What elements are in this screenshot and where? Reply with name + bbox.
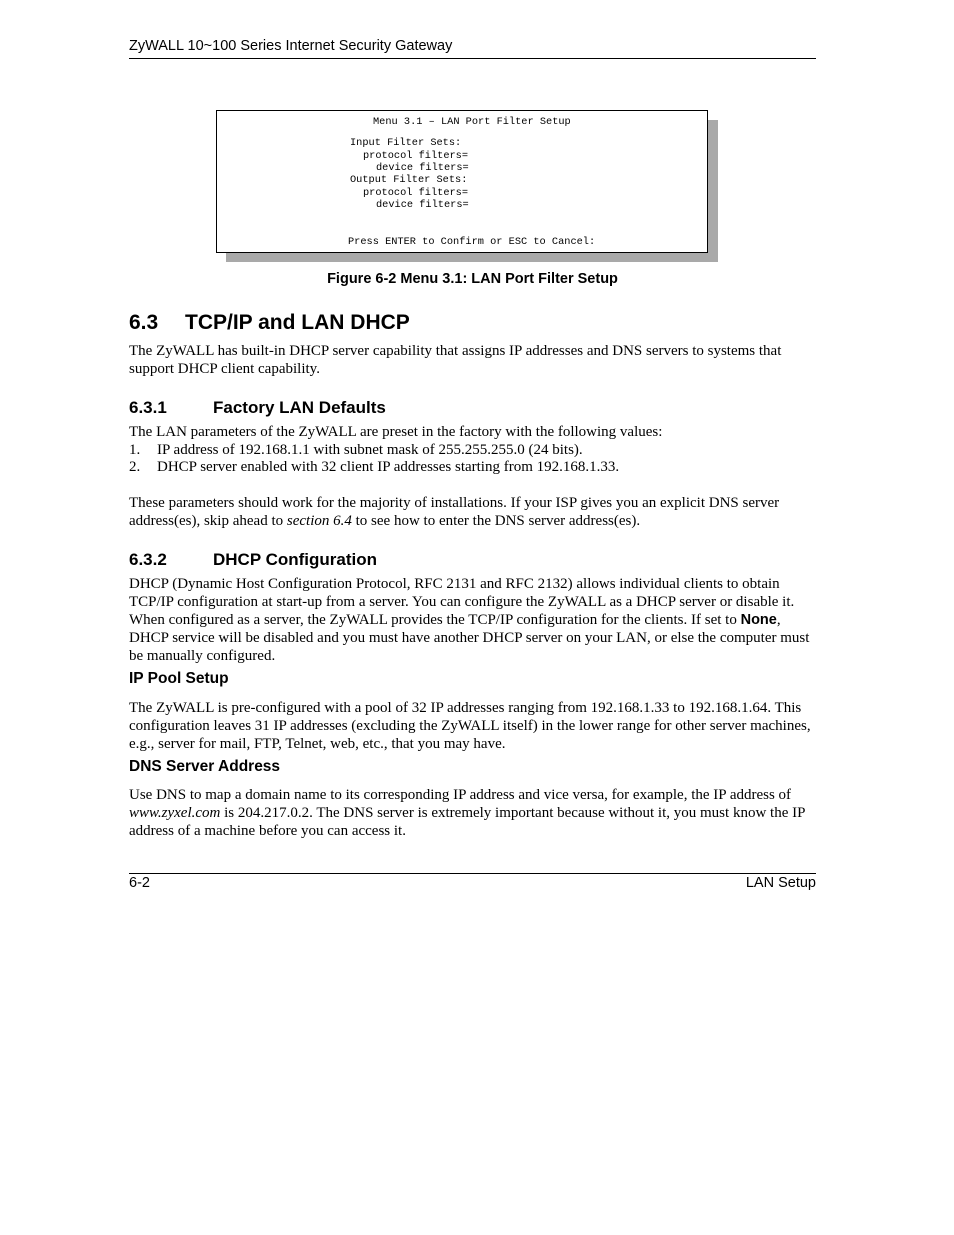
factory-intro: The LAN parameters of the ZyWALL are preset in the factory with the following values: xyxy=(129,424,663,440)
list-number: 2. xyxy=(129,459,141,475)
page-number: 6-2 xyxy=(129,875,150,891)
footer-rule xyxy=(129,873,816,874)
note-text: to see how to enter the DNS server address(es). xyxy=(351,513,641,529)
dhcp-text: DHCP (Dynamic Host Configuration Protocol, RFC 2131 and RFC 2132) allows individual clients to obtain TCP/IP configuration at start-up from a server. You can configure the ZyWALL as a DHCP server or disable it. When configured as a server, the ZyWALL provides the TCP/IP configuration for the clients. If set to xyxy=(129,576,795,628)
screen-output-device: device filters= xyxy=(376,199,469,211)
dns-paragraph xyxy=(129,786,819,840)
subsection-heading-dhcp xyxy=(129,550,377,570)
header-rule xyxy=(129,58,816,59)
dhcp-text: , DHCP service will be disabled and you must have another DHCP server on your LAN, or else the computer must be manually configured. xyxy=(129,612,810,664)
section-reference: section 6.4 xyxy=(286,513,352,529)
chapter-name: LAN Setup xyxy=(745,875,816,891)
terminal-screen xyxy=(216,110,708,253)
subsection-number: 6.3.1 xyxy=(129,398,167,417)
subsection-title: Factory LAN Defaults xyxy=(213,398,386,417)
list-text: DHCP server enabled with 32 client IP addresses starting from 192.168.1.33. xyxy=(157,459,620,475)
ip-pool-paragraph: The ZyWALL is pre-configured with a pool of 32 IP addresses ranging from 192.168.1.33 to 192.168.1.64. This configuration leaves 31 IP addresses (excluding the ZyWALL itself) in the lower range for other server machines, e.g., server for mail, FTP, Telnet, web, etc., that you may have. xyxy=(129,700,811,752)
dhcp-paragraph xyxy=(129,575,819,665)
list-item xyxy=(129,458,819,476)
subsection-heading-factory xyxy=(129,398,386,418)
dns-text: Use DNS to map a domain name to its corresponding IP address and vice versa, for example, the IP address of xyxy=(129,787,792,803)
running-header: ZyWALL 10~100 Series Internet Security Gateway xyxy=(129,38,453,54)
list-text: IP address of 192.168.1.1 with subnet mask of 255.255.255.0 (24 bits). xyxy=(157,442,583,458)
zyxel-url: www.zyxel.com xyxy=(129,805,221,821)
screen-title: Menu 3.1 – LAN Port Filter Setup xyxy=(373,116,571,128)
note-text: These parameters should work for the majority of installations. If your ISP gives you an explicit DNS server address(es), skip ahead to xyxy=(129,495,780,529)
none-keyword: None xyxy=(740,612,777,628)
section-number: 6.3 xyxy=(129,311,159,334)
screen-output-label: Output Filter Sets: xyxy=(350,174,468,186)
screen-input-device: device filters= xyxy=(376,162,469,174)
subsection-title: DHCP Configuration xyxy=(213,550,378,569)
section-intro: The ZyWALL has built-in DHCP server capability that assigns IP addresses and DNS servers to systems that support DHCP client capability. xyxy=(129,343,782,377)
screen-output-protocol: protocol filters= xyxy=(363,187,469,199)
factory-note xyxy=(129,494,819,530)
dns-text: is 204.217.0.2. The DNS server is extremely important because without it, you must know the IP address of a machine before you can access it. xyxy=(129,805,805,839)
ip-pool-heading: IP Pool Setup xyxy=(129,670,229,687)
screen-input-label: Input Filter Sets: xyxy=(350,137,462,149)
screen-prompt: Press ENTER to Confirm or ESC to Cancel: xyxy=(348,236,596,248)
list-number: 1. xyxy=(129,442,141,458)
screen-input-protocol: protocol filters= xyxy=(363,150,469,162)
section-title: TCP/IP and LAN DHCP xyxy=(185,311,410,334)
dns-heading: DNS Server Address xyxy=(129,758,281,775)
list-item xyxy=(129,441,819,459)
subsection-number: 6.3.2 xyxy=(129,550,167,569)
figure-caption: Figure 6-2 Menu 3.1: LAN Port Filter Setup xyxy=(327,271,618,287)
section-heading xyxy=(129,311,410,335)
